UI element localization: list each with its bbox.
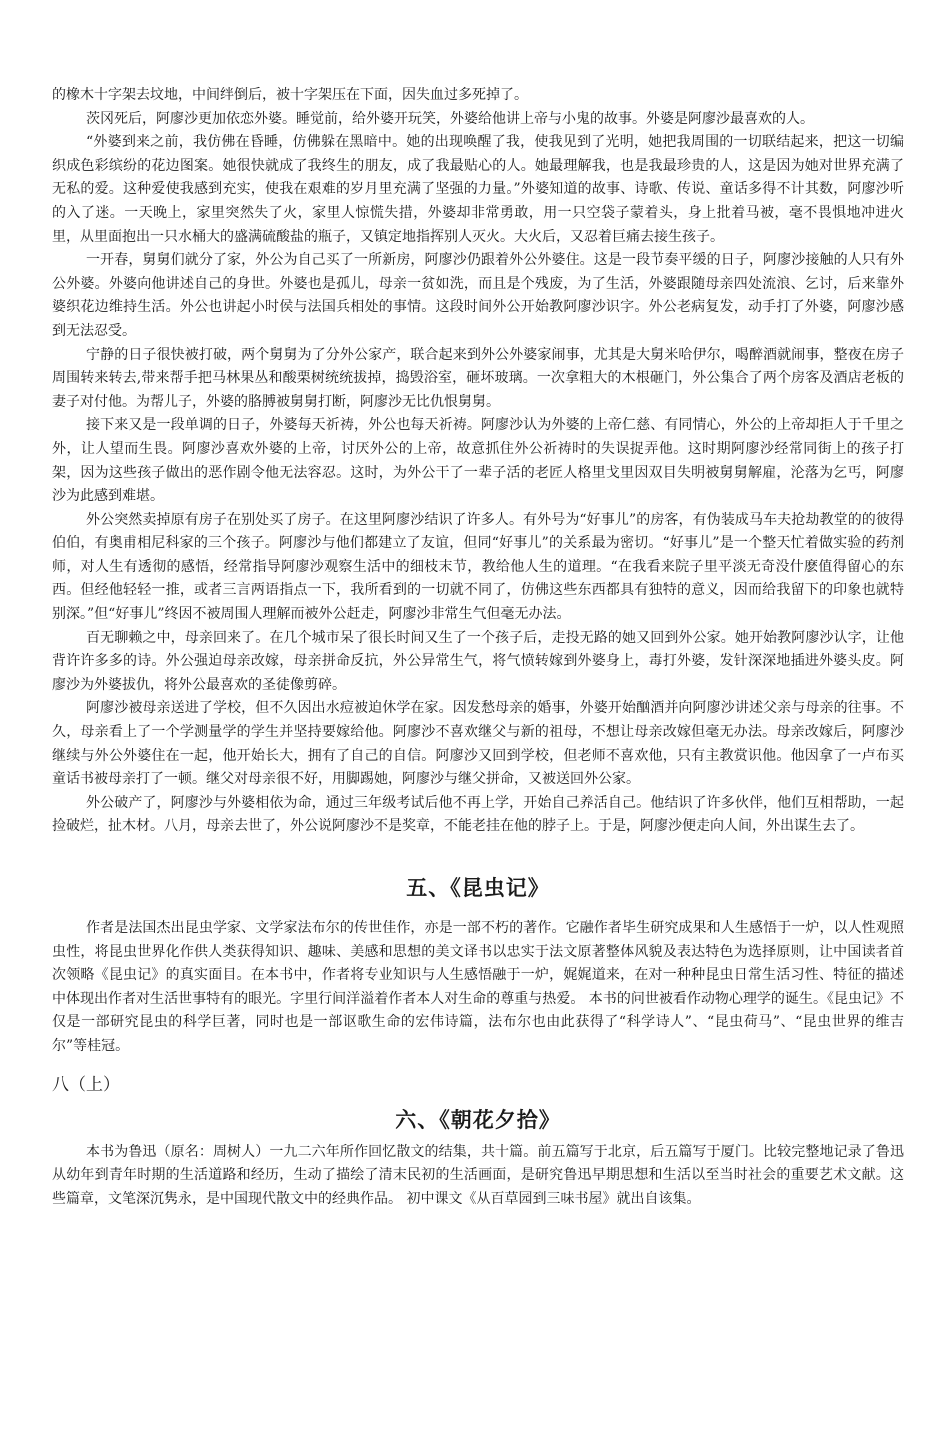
body-paragraph: 外公突然卖掉原有房子在别处买了房子。在这里阿廖沙结识了许多人。有外号为“好事儿”的房客，有伪装成马车夫抢劫教堂的的彼得伯伯，有奥甫相尼科家的三个孩子。阿廖沙与他们都建立了友谊，但同“好事儿”的关系最为密切。“好事儿”是一个整天忙着做实验的药剂师，对人生有透彻的感悟，经常指导阿廖沙观察生活中的细枝末节，教给他人生的道理。“在我看来院子里平淡无奇没什麽值得留心的东西。但经他轻轻一推，或者三言两语指点一下，我所看到的一切就不同了，仿佛这些东西都具有独特的意义，因而给我留下的印象也就特别深。”但“好事儿”终因不被周围人理解而被外公赶走，阿廖沙非常生气但毫无办法。 (52, 511, 904, 623)
section-heading-dawn-blossoms: 六、《朝花夕拾》 (395, 1106, 561, 1132)
body-paragraph: 茨冈死后，阿廖沙更加依恋外婆。睡觉前，给外婆开玩笑，外婆给他讲上帝与小鬼的故事。外婆是阿廖沙最喜欢的人。 (86, 110, 814, 127)
body-paragraph: “外婆到来之前，我仿佛在昏睡，仿佛躲在黑暗中。她的出现唤醒了我，使我见到了光明，她把我周围的一切联结起来，把这一切编织成色彩缤纷的花边图案。她很快就成了我终生的朋友，成了我最贴心的人。她最理解我，也是我最珍贵的人，这是因为她对世界充满了无私的爱。这种爱使我感到充实，使我在艰难的岁月里充满了坚强的力量。”外婆知道的故事、诗歌、传说、童话多得不计其数，阿廖沙听的入了迷。一天晚上，家里突然失了火，家里人惊慌失措，外婆却非常勇敢，用一只空袋子蒙着头，身上批着马被，毫不畏惧地冲进火里，从里面抱出一只水桶大的盛满硫酸盐的瓶子，又镇定地指挥别人灭火。大火后，又忍着巨痛去接生孩子。 (52, 134, 904, 245)
body-paragraph: 一开春，舅舅们就分了家，外公为自己买了一所新房，阿廖沙仍跟着外公外婆住。这是一段节奏平缓的日子，阿廖沙接触的人只有外公外婆。外婆向他讲述自己的身世。外婆也是孤儿，母亲一贫如洗，而且是个残废，为了生活，外婆跟随母亲四处流浪、乞讨，后来靠外婆织花边维持生活。外公也讲起小时侯与法国兵相处的事情。这段时间外公开始教阿廖沙识字。外公老病复发，动手打了外婆，阿廖沙感到无法忍受。 (52, 252, 904, 339)
section-heading-insect-book: 五、《昆虫记》 (406, 875, 550, 900)
section-body-dawn-blossoms: 本书为鲁迅（原名：周树人）一九二六年所作回忆散文的结集，共十篇。前五篇写于北京，后五篇写于厦门。比较完整地记录了鲁迅从幼年到青年时期的生活道路和经历，生动了描绘了清末民初的生活画面，是研究鲁迅早期思想和生活以至当时社会的重要艺术文献。这些篇章，文笔深沉隽永，是中国现代散文中的经典作品。 初中课文《从百草园到三味书屋》就出自该集。 (52, 1143, 904, 1207)
section-body-insect-book: 作者是法国杰出昆虫学家、文学家法布尔的传世佳作，亦是一部不朽的著作。它融作者毕生研究成果和人生感悟于一炉，以人性观照虫性，将昆虫世界化作供人类获得知识、趣味、美感和思想的美文译书以忠实于法文原著整体风貌及表达特色为选择原则，让中国读者首次领略《昆虫记》的真实面目。在本书中，作者将专业知识与人生感悟融于一炉，娓娓道来，在对一种种昆虫日常生活习性、特征的描述中体现出作者对生活世事特有的眼光。字里行间洋溢着作者本人对生命的尊重与热爱。 本书的问世被看作动物心理学的诞生。《昆虫记》不仅是一部研究昆虫的科学巨著，同时也是一部讴歌生命的宏伟诗篇，法布尔也由此获得了“科学诗人”、“昆虫荷马”、“昆虫世界的维吉尔”等桂冠。 (52, 920, 904, 1054)
body-paragraph: 外公破产了，阿廖沙与外婆相依为命，通过三年级考试后他不再上学，开始自己养活自己。他结识了许多伙伴，他们互相帮助，一起捡破烂，扯木材。八月，母亲去世了，外公说阿廖沙不是奖章，不能老挂在他的脖子上。于是，阿廖沙便走向人间，外出谋生去了。 (52, 794, 904, 835)
part-marker: 八（上） (52, 1074, 120, 1095)
body-paragraph: 阿廖沙被母亲送进了学校，但不久因出水痘被迫休学在家。因发愁母亲的婚事，外婆开始酗酒并向阿廖沙讲述父亲与母亲的往事。不久，母亲看上了一个学测量学的学生并坚持要嫁给他。阿廖沙不喜欢继父与新的祖母，不想让母亲改嫁但毫无办法。母亲改嫁后，阿廖沙继续与外公外婆住在一起，他开始长大，拥有了自己的自信。阿廖沙又回到学校，但老师不喜欢他，只有主教赏识他。他因拿了一卢布买童话书被母亲打了一顿。继父对母亲很不好，用脚踢她，阿廖沙与继父拼命，又被送回外公家。 (52, 700, 904, 788)
body-paragraph: 接下来又是一段单调的日子，外婆每天祈祷，外公也每天祈祷。阿廖沙认为外婆的上帝仁慈、有同情心，外公的上帝却拒人于千里之外，让人望而生畏。阿廖沙喜欢外婆的上帝，讨厌外公的上帝，故意抓住外公祈祷时的失误捉弄他。这时期阿廖沙经常同街上的孩子打架，因为这些孩子做出的恶作剧令他无法容忍。这时，为外公干了一辈子活的老匠人格里戈里因双目失明被舅舅解雇，沦落为乞丐，阿廖沙为此感到难堪。 (52, 417, 904, 505)
body-paragraph: 宁静的日子很快被打破，两个舅舅为了分外公家产，联合起来到外公外婆家闹事，尤其是大舅米哈伊尔，喝醉酒就闹事，整夜在房子周围转来转去,带来帮手把马林果丛和酸栗树统统拔掉，捣毁浴室，砸坏玻璃。一次拿粗大的木根砸门，外公集合了两个房客及酒店老板的妻子对付他。为帮儿子，外婆的胳膊被舅舅打断，阿廖沙无比仇恨舅舅。 (52, 346, 904, 410)
document-page (52, 84, 904, 1211)
body-paragraph: 百无聊赖之中，母亲回来了。在几个城市呆了很长时间又生了一个孩子后，走投无路的她又回到外公家。她开始教阿廖沙认字，让他背许许多多的诗。外公强迫母亲改嫁，母亲拼命反抗，外公异常生气，将气愤转嫁到外婆身上，毒打外婆，发针深深地插进外婆头皮。阿廖沙为外婆拔仇，将外公最喜欢的圣徒像剪碎。 (52, 629, 904, 693)
body-paragraph: 的橡木十字架去坟地，中间绊倒后，被十字架压在下面，因失血过多死掉了。 (52, 87, 528, 103)
